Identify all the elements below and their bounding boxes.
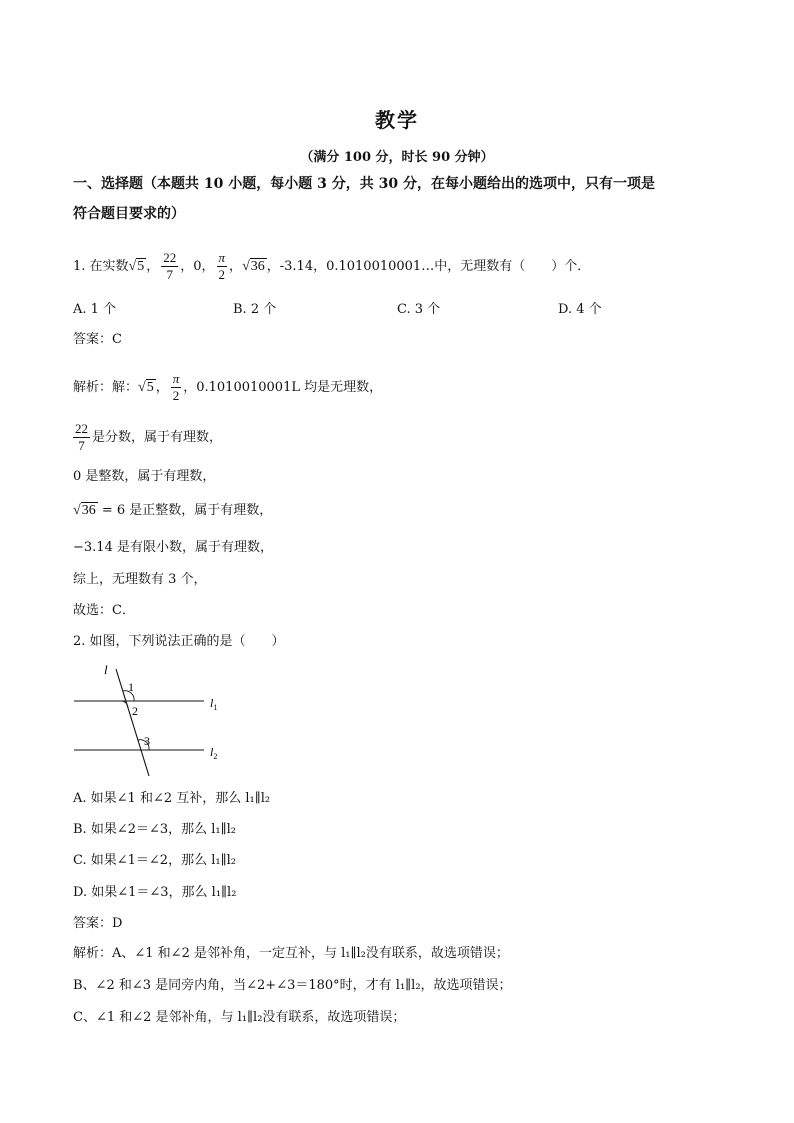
q2-option-c[interactable]: C. 如果∠1＝∠2，那么 l₁∥l₂ xyxy=(73,853,236,868)
q2-option-b[interactable]: B. 如果∠2＝∠3，那么 l₁∥l₂ xyxy=(73,822,237,837)
question-1-stem: 1. 在实数√5 ， $\frac{22}{7}$ ，0， $\frac{\pi}{2}$ ，√36 ，-3.14，0.1010010001…中，无理数有（ ）个． xyxy=(73,244,590,290)
q2-analysis-a: 解析：A、∠1 和∠2 是邻补角，一定互补，与 l₁∥l₂没有联系，故选项错误； xyxy=(73,946,509,961)
q1-analysis-line3: 0 是整数，属于有理数， xyxy=(73,469,216,484)
q2-option-a[interactable]: A. 如果∠1 和∠2 互补，那么 l₁∥l₂ xyxy=(73,791,271,806)
q1-answer: 答案：C xyxy=(73,332,122,347)
label-l: l xyxy=(104,662,108,677)
q1-option-c[interactable]: C. 3 个 xyxy=(397,302,441,317)
page-title: 教学 xyxy=(375,108,419,132)
q2-answer: 答案：D xyxy=(73,916,123,931)
q1-analysis-line2: $\frac{22}{7}$ 是分数，属于有理数， xyxy=(75,421,223,453)
question-2-stem: 2. 如图，下列说法正确的是（ ） xyxy=(73,634,285,649)
question-1-options xyxy=(73,302,733,318)
q1-zero: ，0， xyxy=(180,259,215,274)
label-angle-2: 2 xyxy=(132,704,138,718)
section-heading-line1: 一、选择题（本题共 10 小题，每小题 3 分，共 30 分，在每小题给出的选项中，只有一项是 xyxy=(73,176,655,192)
fraction-22-7: $\frac{22}{7}$ xyxy=(163,250,177,282)
q1-summary: 综上，无理数有 3 个， xyxy=(73,572,207,587)
sqrt-5: √5 xyxy=(128,259,145,274)
q1-option-a[interactable]: A. 1 个 xyxy=(73,302,117,317)
page-subtitle: （满分 100 分，时长 90 分钟） xyxy=(300,150,494,165)
sqrt-36-analysis: √36 xyxy=(73,503,96,518)
label-angle-3: 3 xyxy=(144,734,150,748)
q1-option-d[interactable]: D. 4 个 xyxy=(558,302,602,317)
q2-analysis-b: B、∠2 和∠3 是同旁内角，当∠2+∠3＝180°时，才有 l₁∥l₂，故选项错误； xyxy=(73,978,512,993)
q1-prefix: 1. 在实数 xyxy=(73,259,129,274)
label-angle-1: 1 xyxy=(128,680,134,694)
q1-analysis-line5: −3.14 是有限小数，属于有理数， xyxy=(73,540,273,555)
q1-analysis-line4: √36 = 6 是正整数，属于有理数， xyxy=(73,503,273,518)
fraction-22-7-analysis: $\frac{22}{7}$ xyxy=(75,421,88,453)
label-l2: $l_2$ xyxy=(210,745,218,761)
section-heading-line2: 符合题目要求的） xyxy=(73,206,185,222)
sqrt-5-analysis: √5 xyxy=(138,380,154,395)
q2-analysis-c: C、∠1 和∠2 是邻补角，与 l₁∥l₂没有联系，故选项错误； xyxy=(73,1010,406,1025)
fraction-pi-2-analysis: $\frac{\pi}{2}$ xyxy=(172,371,180,403)
sqrt-36: √36 xyxy=(242,259,265,274)
q1-choose: 故选：C． xyxy=(73,603,135,618)
q1-tail: ，-3.14，0.1010010001…中，无理数有（ ）个． xyxy=(266,259,591,274)
q1-analysis-line1: 解析：解：√5 ， $\frac{\pi}{2}$ ，0.1010010001L 均是无理数， xyxy=(73,366,382,410)
q2-option-d[interactable]: D. 如果∠1＝∠3，那么 l₁∥l₂ xyxy=(73,885,237,900)
angle-2-arc xyxy=(122,701,128,708)
fraction-pi-2: $\frac{\pi}{2}$ xyxy=(218,250,226,282)
label-l1: $l_1$ xyxy=(210,696,218,712)
parallel-lines-figure xyxy=(70,660,240,780)
q1-option-b[interactable]: B. 2 个 xyxy=(233,302,277,317)
